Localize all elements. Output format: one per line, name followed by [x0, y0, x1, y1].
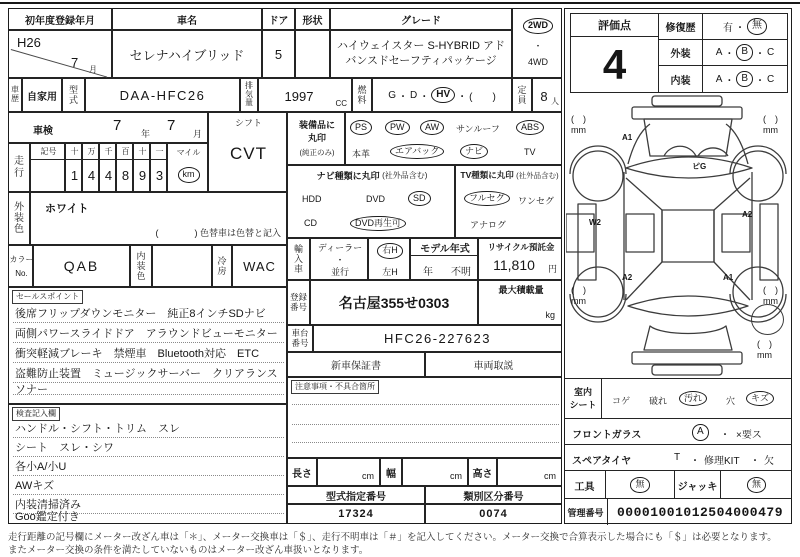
navi-type-box: ナビ種類に丸印 (社外品含む) HDD DVD SD CD DVD再生可 — [287, 165, 455, 238]
mileage-digit-col: 千 4 — [99, 143, 116, 192]
spare-tire-row: スペアタイヤ T ・ 修理KIT ・ 欠 — [564, 444, 792, 470]
first-reg-year: H26 — [17, 35, 41, 50]
inspector-line: AWキズ — [13, 477, 284, 495]
seat-ana: 穴 — [726, 396, 736, 406]
score-value: 4 — [602, 40, 627, 88]
inspection-cell — [8, 112, 208, 143]
model-year-value: 不明 — [451, 267, 471, 278]
fuel-label: 燃料 — [352, 78, 372, 112]
jack-label: ジャッキ — [675, 471, 721, 499]
displacement-unit: CC — [335, 99, 347, 108]
recycle-value: 11,810 — [493, 257, 535, 273]
color-no-value: QAB — [33, 245, 130, 287]
width-value: cm — [402, 458, 468, 486]
grade-value: ハイウェイスター S-HYBRID アドバンスドセーフティパッケージ — [330, 30, 512, 78]
class-value: 0074 — [425, 504, 562, 524]
car-damage-diagram — [566, 94, 790, 378]
body-color-note: ( ) 色替車は色替と記入 — [155, 228, 281, 238]
sales-point-line: 両側パワースライドドア アラウンドビューモニター — [13, 325, 284, 343]
exterior-grade: A ・ B ・ C — [703, 40, 787, 66]
body-color-value: ホワイト — [45, 203, 89, 215]
seat-condition-row: 室内 シート コゲ 破れ 汚れ 穴 キズ — [564, 378, 792, 418]
exterior-b-circled: B — [736, 44, 753, 61]
mileage-unit-col — [167, 143, 208, 192]
seat-yogore-circled: 汚れ — [679, 391, 707, 406]
tv-oneseg: ワンセグ — [518, 196, 555, 206]
shift-cell — [208, 112, 287, 192]
interior-color-label: 内装色 — [130, 245, 152, 287]
recycle-cell — [478, 238, 562, 280]
damage-label-a2-rear: A2 — [622, 273, 633, 282]
km-circled: km — [178, 167, 200, 182]
mileage-label: 走行 — [8, 143, 30, 192]
height-value: cm — [497, 458, 562, 486]
drive-separator: ・ — [533, 40, 543, 51]
tv-analog: アナログ — [470, 220, 507, 230]
model-code-label: 型式 — [62, 78, 85, 112]
chassis-value: HFC26-227623 — [313, 325, 562, 352]
model-year-header: モデル年式 — [411, 239, 479, 256]
manual-cell: 車両取説 — [425, 352, 562, 377]
equip-tv: TV — [524, 147, 536, 157]
windshield-label: フロントガラス — [572, 430, 642, 441]
tool-none-circled: 無 — [630, 477, 649, 492]
tv-type-box: TV種類に丸印 (社外品含む) フルセグ ワンセグ アナログ — [455, 165, 562, 238]
top-rule — [0, 2, 800, 4]
designation-header: 型式指定番号 — [287, 486, 425, 504]
first-registration-value — [8, 30, 112, 78]
displacement-value: 1997 CC — [258, 78, 352, 112]
equip-aw-circled: AW — [420, 120, 444, 135]
length-label: 長さ — [287, 458, 317, 486]
body-color-label: 外装色 — [8, 192, 30, 245]
inspection-year-unit: 年 — [141, 129, 151, 139]
management-number: 00001001012504000479 — [616, 504, 784, 520]
max-load-cell — [478, 280, 562, 325]
equip-navi-circled: ナビ — [460, 144, 488, 159]
notes-line — [292, 442, 559, 443]
mileage-symbol-header: 記号 — [31, 144, 66, 160]
shift-label: シフト — [234, 117, 262, 128]
max-load-unit: kg — [545, 310, 555, 320]
registration-value: 名古屋355せ0303 — [310, 280, 478, 325]
shape-header: 形状 — [295, 8, 330, 30]
mm-marker-top-left: ( ) mm — [571, 114, 586, 135]
mile-label: マイル — [176, 147, 201, 157]
inspection-label: 車検 — [33, 126, 53, 137]
score-label: 評価点 — [571, 14, 658, 37]
footer-line-2: またメーター交換の条件を満たしていないものはメーター改ざん車扱いとなります。 — [8, 545, 369, 556]
mileage-digit-col: 一 3 — [150, 143, 167, 192]
windshield-row: フロントガラス A ・ ×要ス — [564, 418, 792, 444]
height-label: 高さ — [468, 458, 497, 486]
capacity-label: 定員 — [512, 78, 532, 112]
exterior-label: 外装 — [659, 40, 703, 66]
windshield-note: ×要ス — [736, 430, 762, 441]
navi-dvd: DVD — [366, 194, 386, 204]
navi-sd-circled: SD — [408, 191, 431, 206]
repair-value: 有 ・ 無 — [703, 14, 787, 40]
recycle-header: リサイクル預託金 — [487, 241, 555, 252]
equipment-label-cell: 装備品に 丸印 (純正のみ) — [287, 112, 345, 165]
class-header: 類別区分番号 — [425, 486, 562, 504]
body-color-cell — [30, 192, 287, 245]
notes-line — [292, 424, 559, 425]
import-dealer-cell: ディーラー ・ 並行 — [310, 238, 368, 280]
tool-jack-row — [564, 470, 792, 498]
equip-abs-circled: ABS — [516, 120, 544, 135]
width-label: 幅 — [380, 458, 402, 486]
registration-label: 登録番号 — [287, 280, 310, 325]
max-load-header: 最大積載量 — [498, 285, 544, 295]
inspector-line: 内装清掃済み — [13, 496, 284, 514]
interior-b-circled: B — [736, 71, 753, 88]
recycle-unit: 円 — [547, 264, 557, 274]
shift-value: CVT — [230, 144, 267, 163]
seat-yabure: 破れ — [649, 396, 668, 406]
seat-koge: コゲ — [612, 396, 631, 406]
navi-cd: CD — [304, 218, 317, 228]
sales-point-line: 後席フリップダウンモニター 純正8インチSDナビ — [13, 305, 284, 323]
drive-4wd: 4WD — [528, 57, 548, 67]
mileage-digit-col: 十 1 — [65, 143, 82, 192]
equip-airbag-circled: エアバック — [390, 144, 444, 159]
windshield-a-circled: A — [692, 424, 709, 441]
fuel-value: G ・ D ・ HV ・ ( ) — [372, 78, 512, 112]
seat-kizu-circled: キズ — [746, 391, 774, 406]
damage-label-w2: W2 — [589, 218, 601, 227]
first-registration-header: 初年度登録年月 — [8, 8, 112, 30]
notes-area — [287, 377, 562, 458]
fuel-hv-circled: HV — [431, 87, 455, 104]
handle-cell — [368, 238, 410, 280]
displacement-label: 排気量 — [240, 78, 258, 112]
repair-label: 修復歴 — [659, 14, 703, 40]
chassis-label: 車台番号 — [287, 325, 313, 352]
door-count: 5 — [262, 30, 295, 78]
inspector-line: ハンドル・シフト・トリム スレ — [13, 420, 284, 438]
shape-value — [295, 30, 330, 78]
navi-hdd: HDD — [302, 194, 322, 204]
grade-header: グレード — [330, 8, 512, 30]
repair-no-circled: 無 — [747, 18, 767, 35]
management-label: 管理番号 — [564, 499, 608, 525]
mm-marker-bottom-right: ( ) mm — [763, 285, 778, 306]
inspection-year: 7 — [113, 117, 122, 134]
damage-label-glass: ピG — [692, 162, 707, 171]
sales-point-line: 盗難防止装置 ミュージックサーバー クリアランスソナー — [13, 365, 284, 383]
mileage-digit-col: 百 8 — [116, 143, 133, 192]
mileage-digit-col: 十 9 — [133, 143, 150, 192]
sales-points-box — [8, 287, 287, 404]
color-no-label: カラー No. — [8, 245, 33, 287]
notes-tag: 注意事項・不具合箇所 — [291, 380, 379, 394]
damage-label-a2-right: A2 — [742, 210, 753, 219]
capacity-unit: 人 — [551, 97, 559, 106]
model-year-cell — [410, 238, 478, 280]
mm-marker-top-right: ( ) mm — [763, 114, 778, 135]
ac-value: WAC — [232, 245, 287, 287]
sales-point-line: 衝突軽減ブレーキ 禁煙車 Bluetooth対応 ETC — [13, 345, 284, 363]
inspector-line: Goo鑑定付き — [15, 511, 80, 523]
sales-points-tag: セールスポイント — [12, 290, 83, 304]
fuel-paren: ( ) — [469, 91, 496, 103]
equip-leather: 本革 — [352, 149, 371, 159]
use-type-value: 自家用 — [22, 78, 62, 112]
jack-none-circled: 無 — [747, 477, 766, 492]
first-reg-month: 7 — [71, 55, 79, 70]
sales-point-empty-line — [13, 385, 284, 395]
drive-2wd-circled: 2WD — [523, 18, 553, 33]
left-handle: 左H — [382, 266, 398, 277]
mileage-digit-col: 万 4 — [82, 143, 99, 192]
car-name-value: セレナハイブリッド — [112, 30, 262, 78]
door-header: ドア — [262, 8, 295, 30]
model-code-value: DAA-HFC26 — [85, 78, 240, 112]
mm-marker-spare: ( ) mm — [757, 339, 772, 360]
inspector-line: シート スレ・シワ — [13, 439, 284, 457]
management-row — [564, 498, 792, 524]
navi-dvd-play-circled: DVD再生可 — [350, 216, 406, 231]
footer-line-1: 走行距離の記号欄にメーター改ざん車は「＊」、メーター交換車は「＄」、走行不明車は「＃」を記入してください。メーター交換で合算表示した場合にも「＄」は必要となります。 — [8, 532, 777, 543]
length-value: cm — [317, 458, 380, 486]
designation-value: 17324 — [287, 504, 425, 524]
model-year-unit: 年 — [423, 267, 433, 278]
mm-marker-bottom-left: ( ) mm — [571, 285, 586, 306]
drive-type-cell — [512, 8, 562, 78]
inspection-month: 7 — [167, 117, 176, 134]
inspection-month-unit: 月 — [193, 129, 203, 139]
spare-tire-label: スペアタイヤ — [572, 456, 632, 467]
interior-label: 内装 — [659, 66, 703, 92]
equip-sunroof: サンルーフ — [456, 124, 500, 134]
warranty-cell: 新車保証書 — [287, 352, 425, 377]
car-name-header: 車名 — [112, 8, 262, 30]
damage-label-a1-front: A1 — [622, 133, 633, 142]
spare-wheel-circle — [751, 304, 784, 335]
equip-ps-circled: PS — [350, 120, 372, 135]
equipment-items-cell — [345, 112, 562, 165]
use-type-label: 車歴 — [8, 78, 22, 112]
equip-pw-circled: PW — [385, 120, 410, 135]
right-handle-circled: 右H — [377, 243, 403, 258]
mileage-symbol-col — [30, 143, 65, 192]
interior-grade: A ・ B ・ C — [715, 72, 775, 87]
interior-color-value — [152, 245, 212, 287]
tv-fullseg-circled: フルセグ — [464, 191, 510, 206]
notes-line — [292, 404, 559, 405]
import-label: 輸入車 — [287, 238, 310, 280]
inspector-notes-box — [8, 404, 287, 524]
inspector-notes-tag: 検査記入欄 — [12, 407, 60, 421]
ac-label: 冷房 — [212, 245, 232, 287]
evaluation-table — [570, 13, 788, 93]
tool-label: 工具 — [564, 471, 606, 499]
inspector-line: 各小A/小U — [13, 458, 284, 476]
first-reg-month-unit: 月 — [89, 65, 97, 74]
capacity-value: 8 人 — [532, 78, 562, 112]
damage-label-a1-rear: A1 — [723, 273, 734, 282]
